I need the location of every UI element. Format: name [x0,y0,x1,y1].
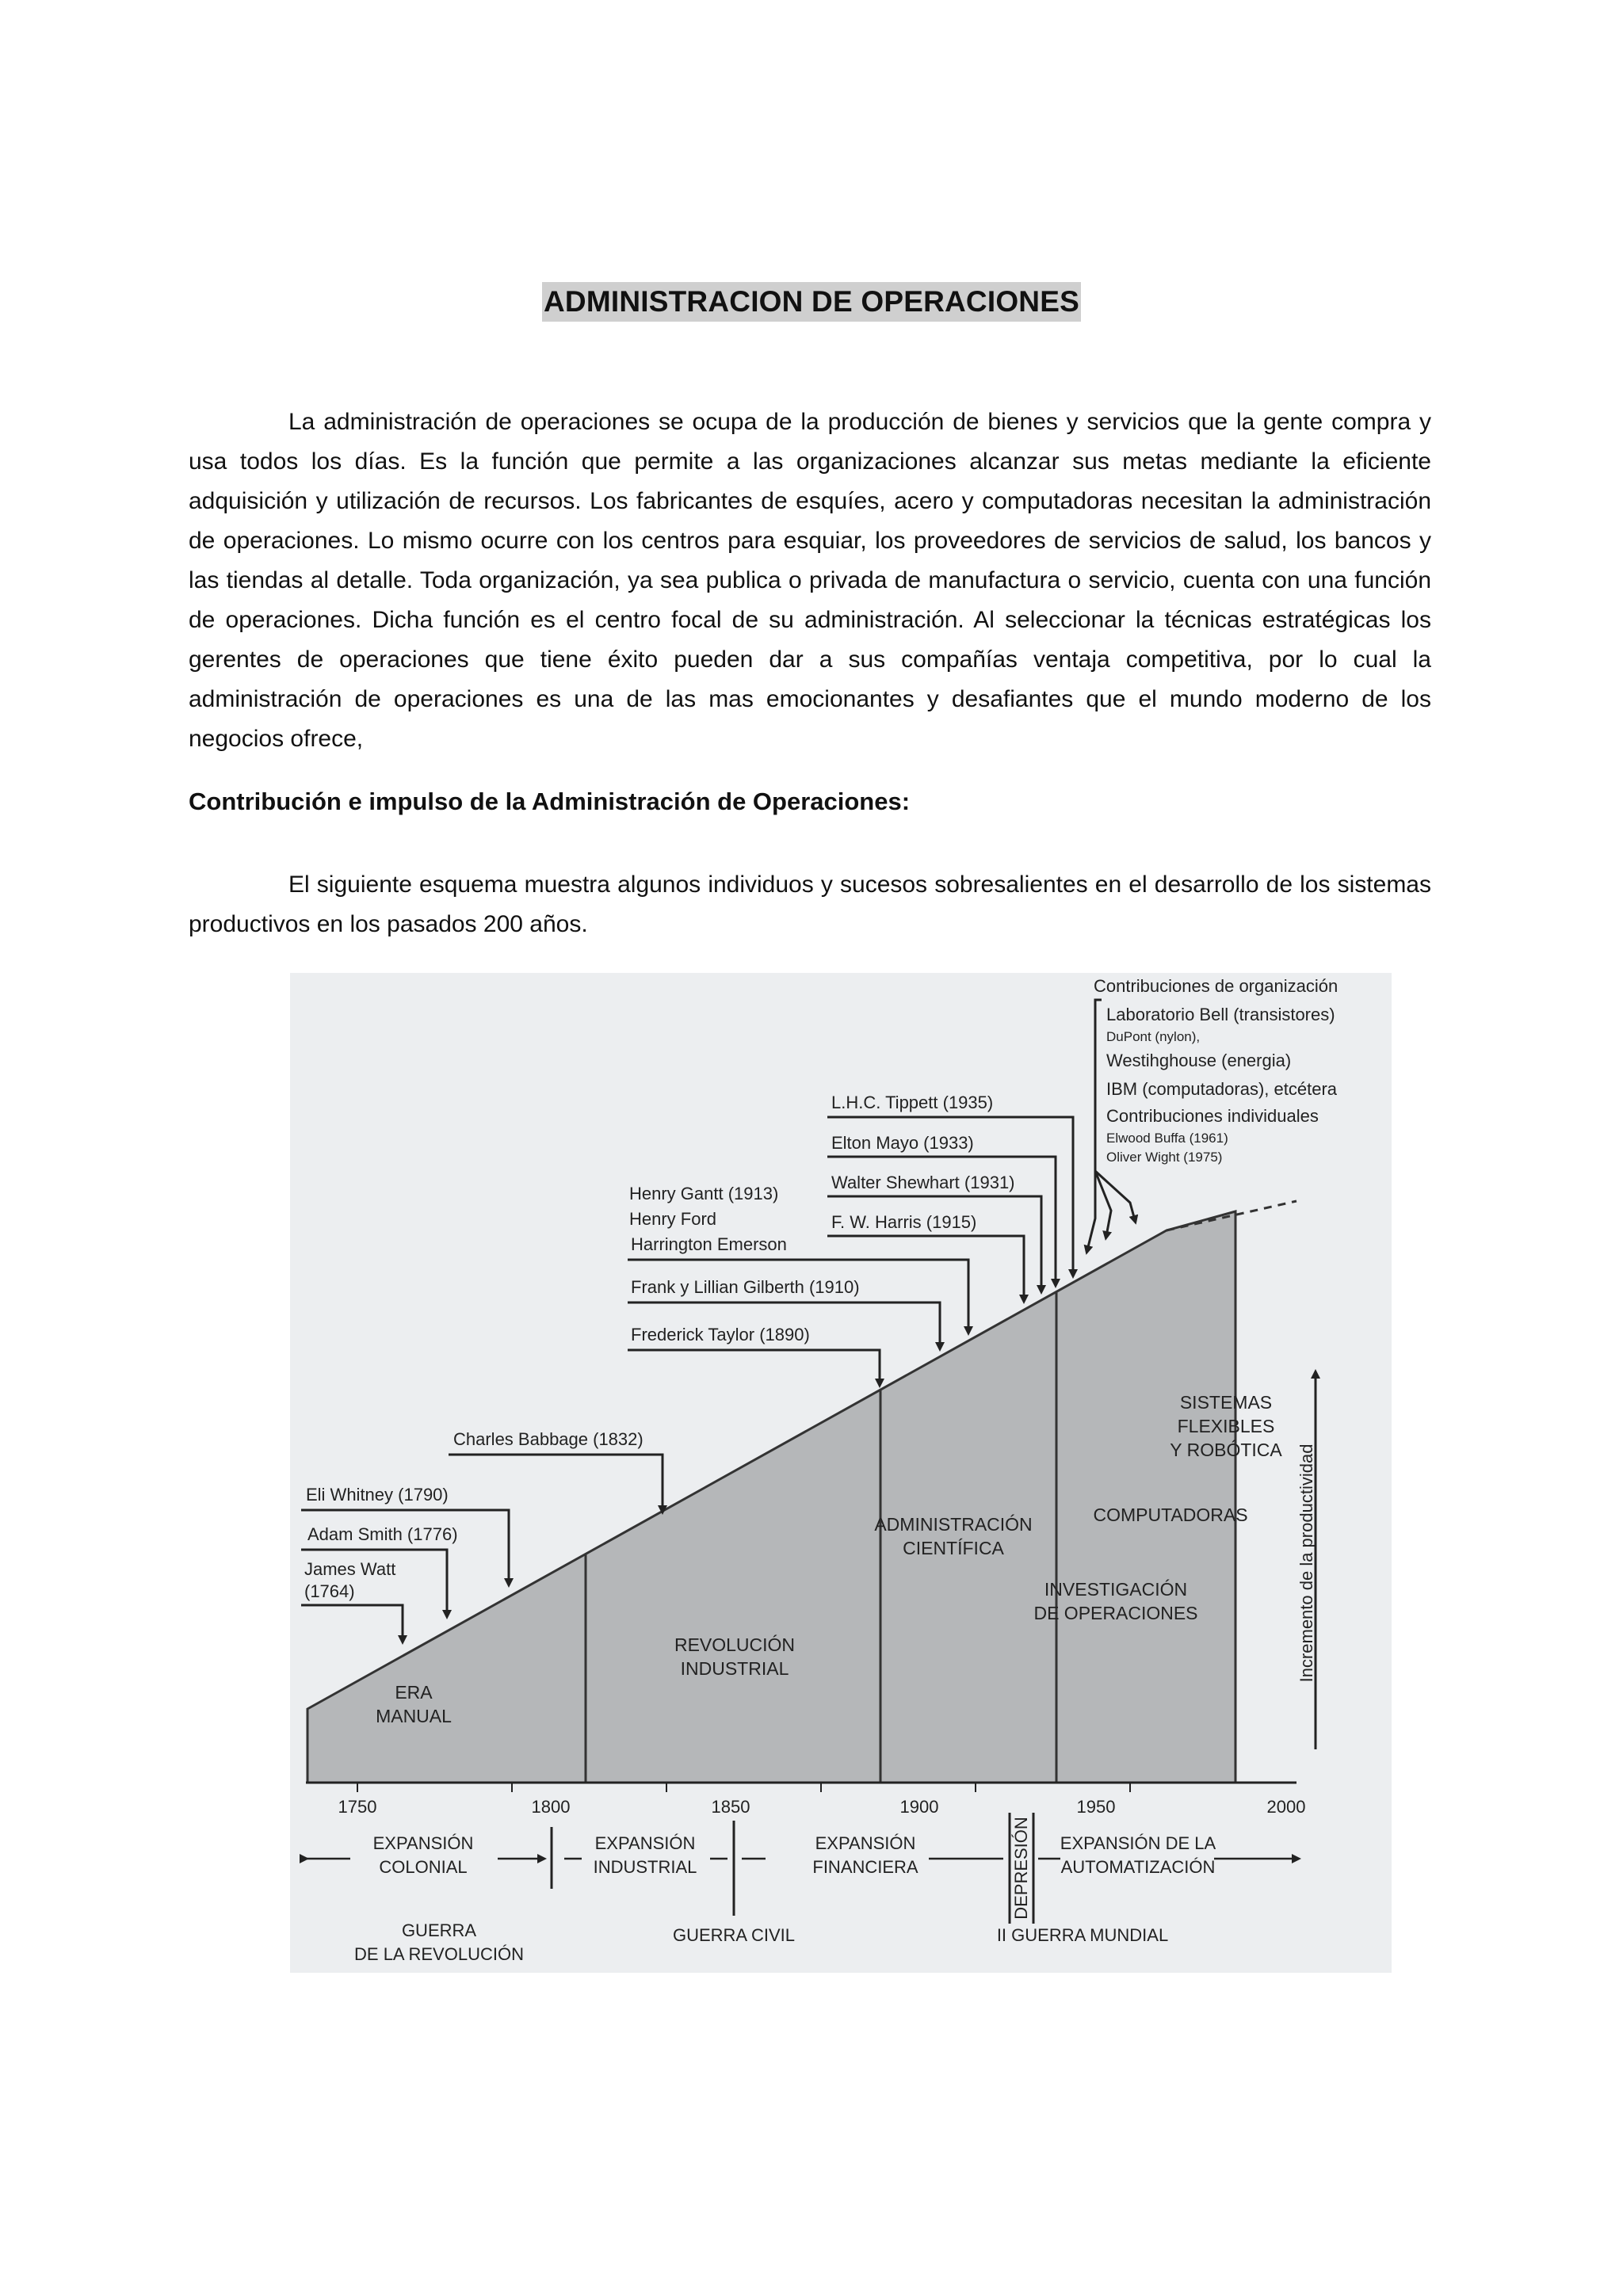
era-computadoras: COMPUTADORAS [1093,1505,1248,1525]
period-automatizacion-line1: EXPANSIÓN DE LA [1060,1833,1216,1853]
year-1950: 1950 [1076,1797,1116,1817]
era-sistemas-line3: Y ROBÓTICA [1170,1440,1282,1460]
era-investigacion-line1: INVESTIGACIÓN [1044,1579,1188,1600]
org-dupont: DuPont (nylon), [1106,1029,1201,1044]
arrow-org-1 [1087,1171,1095,1250]
war-civil: GUERRA CIVIL [672,1925,796,1945]
label-henry-ford: Henry Ford [629,1209,717,1229]
era-sistemas-line1: SISTEMAS [1179,1392,1273,1413]
org-heading: Contribuciones de organización [1094,976,1338,996]
era-manual-line2: MANUAL [376,1706,452,1726]
period-colonial-line1: EXPANSIÓN [372,1833,474,1853]
era-industrial-line2: INDUSTRIAL [680,1658,789,1679]
org-ibm: IBM (computadoras), etcétera [1106,1079,1338,1099]
productivity-diagram [290,973,1392,1973]
label-henry-gantt: Henry Gantt (1913) [629,1184,779,1203]
year-1850: 1850 [711,1797,750,1817]
era-cientifica-line1: ADMINISTRACIÓN [874,1514,1033,1535]
arrow-taylor [628,1350,880,1383]
era-manual-line1: ERA [395,1682,433,1703]
period-industrial-line1: EXPANSIÓN [594,1833,696,1853]
arrow-babbage [449,1455,663,1510]
label-eli-whitney: Eli Whitney (1790) [306,1485,449,1505]
era-investigacion-line2: DE OPERACIONES [1033,1603,1198,1623]
arrow-org-3 [1095,1171,1135,1220]
org-individual-heading: Contribuciones individuales [1106,1106,1319,1126]
y-axis-label: Incremento de la productividad [1296,1444,1316,1683]
period-industrial-line2: INDUSTRIAL [593,1857,697,1877]
label-frederick-taylor: Frederick Taylor (1890) [631,1325,810,1344]
year-2000: 2000 [1266,1797,1306,1817]
document-title: ADMINISTRACION DE OPERACIONES [542,282,1081,322]
section-paragraph: El siguiente esquema muestra algunos individuos y sucesos sobresalientes en el desarrollo de los sistemas productivos en los pasados 200 años. [189,871,1431,937]
org-buffa: Elwood Buffa (1961) [1106,1131,1228,1146]
label-adam-smith: Adam Smith (1776) [307,1524,458,1544]
label-gilberth: Frank y Lillian Gilberth (1910) [631,1277,860,1297]
war-revolucion-line2: DE LA REVOLUCIÓN [354,1944,524,1964]
period-financiera-line2: FINANCIERA [812,1857,918,1877]
label-elton-mayo: Elton Mayo (1933) [831,1133,974,1153]
period-depresion: DEPRESIÓN [1011,1817,1031,1920]
section-heading: Contribución e impulso de la Administración de Operaciones: [189,788,911,815]
label-charles-babbage: Charles Babbage (1832) [453,1429,643,1449]
org-wight: Oliver Wight (1975) [1106,1150,1223,1165]
year-1750: 1750 [338,1797,377,1817]
year-1900: 1900 [899,1797,939,1817]
org-bracket [1095,1000,1102,1171]
intro-paragraph: La administración de operaciones se ocupa de la producción de bienes y servicios que la gente compra y usa todos los días. Es la función que permite a las organizaciones alcanzar sus metas mediante la eficiente adquisición y utilización de recursos. Los fabricantes de esquíes, acero y computadoras necesitan la administración de operaciones. Lo mismo ocurre con los centros para esquiar, los proveedores de servicios de salud, los bancos y las tiendas al detalle. Toda organización, ya sea publica o privada de manufactura o servicio, cuenta con una función de operaciones. Dicha función es el centro focal de su administración. Al seleccionar la técnicas estratégicas los gerentes de operaciones que tiene éxito pueden dar a sus compañías ventaja competitiva, por lo cual la administración de operaciones es una de las mas emocionantes y desafiantes que el mundo moderno de los negocios ofrece, [189,409,1431,752]
org-bell: Laboratorio Bell (transistores) [1106,1005,1335,1024]
arrow-watt [301,1605,403,1640]
period-financiera-line1: EXPANSIÓN [815,1833,916,1853]
war-mundial: II GUERRA MUNDIAL [996,1925,1169,1945]
label-lhc-tippett: L.H.C. Tippett (1935) [831,1093,994,1112]
org-westinghouse: Westihghouse (energia) [1106,1051,1292,1070]
label-walter-shewhart: Walter Shewhart (1931) [831,1173,1015,1192]
era-industrial-line1: REVOLUCIÓN [674,1634,796,1655]
era-sistemas-line2: FLEXIBLES [1177,1416,1275,1436]
arrow-shewhart [827,1196,1041,1290]
label-harrington-emerson: Harrington Emerson [631,1234,787,1254]
document-title-wrapper [0,282,1623,322]
label-james-watt-line1: James Watt [304,1559,396,1579]
period-automatizacion-line2: AUTOMATIZACIÓN [1060,1857,1216,1877]
label-james-watt-line2: (1764) [304,1581,355,1601]
arrow-org-2 [1095,1171,1111,1236]
label-fw-harris: F. W. Harris (1915) [831,1212,977,1232]
period-colonial-line2: COLONIAL [379,1857,468,1877]
war-revolucion-line1: GUERRA [401,1920,477,1940]
year-1800: 1800 [531,1797,571,1817]
era-cientifica-line2: CIENTÍFICA [903,1538,1004,1558]
